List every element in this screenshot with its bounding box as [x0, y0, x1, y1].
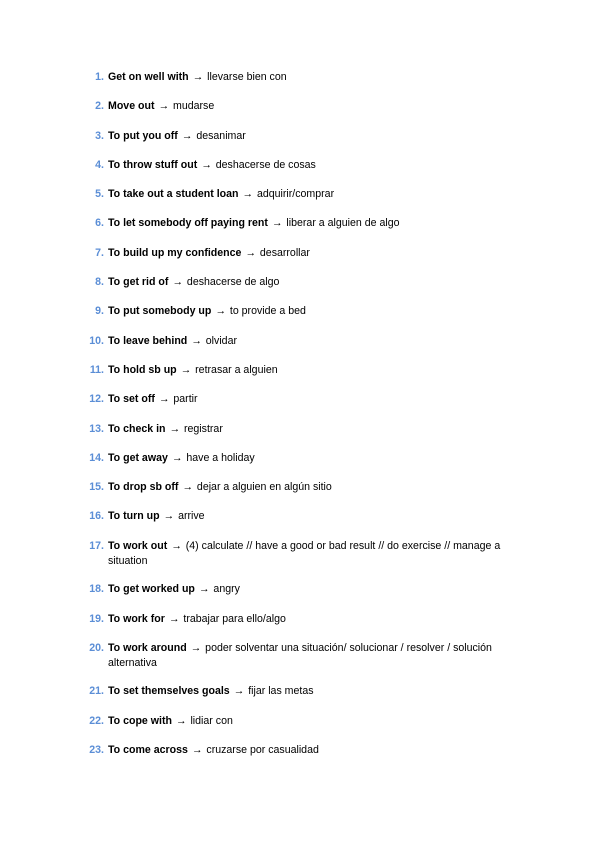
list-item-number: 13. — [89, 422, 104, 435]
list-item — [0, 392, 600, 421]
list-item-text — [108, 216, 528, 231]
phrasal-verb-term: Move out — [108, 100, 155, 113]
definition-text: deshacerse de algo — [186, 276, 280, 289]
list-item-number: 16. — [89, 510, 104, 523]
arrow-icon: → — [171, 539, 182, 552]
arrow-icon: → — [191, 334, 202, 347]
definition-text: deshacerse de cosas — [215, 158, 316, 171]
list-item-text — [108, 539, 528, 569]
list-item — [0, 641, 600, 685]
phrasal-verb-list — [0, 70, 600, 772]
arrow-icon: → — [190, 641, 202, 654]
list-item — [0, 275, 600, 304]
phrasal-verb-term: To work for — [108, 612, 165, 625]
arrow-icon: → — [158, 100, 170, 113]
list-item-text — [108, 714, 528, 729]
arrow-icon: → — [191, 743, 203, 756]
arrow-icon: → — [242, 188, 254, 201]
list-item-number: 18. — [89, 583, 104, 596]
phrasal-verb-term: To set themselves goals — [108, 685, 230, 698]
arrow-icon: → — [168, 612, 180, 625]
phrasal-verb-term: To throw stuff out — [108, 158, 198, 171]
phrasal-verb-term: To cope with — [108, 714, 172, 727]
list-item-number: 1. — [95, 71, 104, 83]
arrow-icon: → — [245, 246, 256, 259]
phrasal-verb-term: Get on well with — [108, 71, 189, 83]
list-item — [0, 216, 600, 245]
list-item-number: 3. — [95, 129, 104, 142]
arrow-icon: → — [181, 129, 193, 142]
list-item-text — [108, 743, 528, 758]
phrasal-verb-term: To set off — [108, 393, 155, 406]
arrow-icon: → — [233, 685, 245, 698]
list-item-number: 14. — [89, 451, 104, 464]
list-item — [0, 304, 600, 333]
list-item-text — [108, 334, 528, 349]
phrasal-verb-term: To come across — [108, 743, 188, 756]
list-item-number: 11. — [89, 363, 104, 376]
phrasal-verb-term: To work out — [108, 539, 168, 552]
list-item — [0, 743, 600, 772]
list-item-number: 17. — [89, 539, 104, 552]
list-item — [0, 70, 600, 99]
list-item — [0, 99, 600, 128]
list-item — [0, 582, 600, 611]
list-item-number: 12. — [89, 393, 104, 406]
list-item-number: 9. — [95, 305, 104, 318]
list-item-text — [108, 129, 528, 144]
list-item-text — [108, 99, 528, 114]
list-item — [0, 684, 600, 713]
definition-text: to provide a bed — [229, 305, 306, 318]
definition-text: adquirir/comprar — [256, 188, 335, 201]
list-item — [0, 480, 600, 509]
list-item-text — [108, 422, 528, 437]
phrasal-verb-term: To get away — [108, 451, 168, 464]
list-item-text — [108, 275, 528, 290]
list-item-number: 20. — [89, 641, 104, 654]
phrasal-verb-term: To get rid of — [108, 276, 169, 289]
definition-text: have a holiday — [186, 451, 255, 464]
phrasal-verb-term: To put you off — [108, 129, 178, 142]
definition-text: mudarse — [173, 100, 215, 113]
list-item-text — [108, 187, 528, 202]
phrasal-verb-term: To let somebody off paying rent — [108, 217, 268, 230]
definition-text: partir — [173, 393, 198, 406]
phrasal-verb-term: To check in — [108, 422, 166, 435]
list-item-text — [108, 641, 528, 671]
phrasal-verb-term: To take out a student loan — [108, 188, 239, 201]
list-item-text — [108, 451, 528, 466]
arrow-icon: → — [215, 305, 226, 318]
list-item — [0, 422, 600, 451]
definition-text: fijar las metas — [248, 685, 314, 698]
phrasal-verb-term: To hold sb up — [108, 363, 177, 376]
definition-text: poder solventar una situación/ solucionar / resolver / solución alternativa — [108, 641, 492, 669]
arrow-icon: → — [192, 71, 204, 83]
list-item-text — [108, 246, 528, 261]
list-item-text — [108, 480, 528, 495]
definition-text: cruzarse por casualidad — [206, 743, 319, 756]
definition-text: registrar — [184, 422, 223, 435]
arrow-icon: → — [180, 363, 192, 376]
arrow-icon: → — [158, 393, 170, 406]
phrasal-verb-term: To work around — [108, 641, 187, 654]
phrasal-verb-term: To turn up — [108, 510, 160, 523]
arrow-icon: → — [169, 422, 181, 435]
list-item-number: 21. — [89, 685, 104, 698]
definition-text: desarrollar — [259, 246, 310, 259]
definition-text: lidiar con — [190, 714, 233, 727]
list-item-number: 5. — [95, 188, 104, 201]
list-item-text — [108, 304, 528, 319]
definition-text: liberar a alguien de algo — [286, 217, 400, 230]
arrow-icon: → — [163, 510, 175, 523]
list-item — [0, 158, 600, 187]
list-item-text — [108, 363, 528, 378]
arrow-icon: → — [198, 583, 210, 596]
list-item-text — [108, 158, 528, 173]
list-item-text — [108, 612, 528, 627]
list-item — [0, 451, 600, 480]
list-item-number: 6. — [95, 217, 104, 230]
arrow-icon: → — [271, 217, 283, 230]
definition-text: dejar a alguien en algún sitio — [196, 481, 332, 494]
list-item-text — [108, 392, 528, 407]
list-item-number: 22. — [89, 714, 104, 727]
list-item-number: 10. — [89, 334, 104, 347]
list-item — [0, 187, 600, 216]
list-item — [0, 363, 600, 392]
list-item — [0, 509, 600, 538]
arrow-icon: → — [182, 481, 193, 494]
list-item-number: 8. — [95, 276, 104, 289]
arrow-icon: → — [201, 158, 212, 171]
list-item-number: 7. — [95, 246, 104, 259]
list-item-number: 19. — [89, 612, 104, 625]
list-item-number: 2. — [95, 100, 104, 113]
list-item-number: 23. — [89, 743, 104, 756]
definition-text: trabajar para ello/algo — [183, 612, 286, 625]
definition-text: olvidar — [205, 334, 237, 347]
list-item — [0, 334, 600, 363]
definition-text: llevarse bien con — [207, 71, 287, 83]
list-item — [0, 246, 600, 275]
list-item — [0, 612, 600, 641]
arrow-icon: → — [172, 276, 183, 289]
definition-text: retrasar a alguien — [195, 363, 278, 376]
phrasal-verb-term: To drop sb off — [108, 481, 179, 494]
phrasal-verb-term: To get worked up — [108, 583, 195, 596]
definition-text: desanimar — [196, 129, 246, 142]
phrasal-verb-term: To leave behind — [108, 334, 188, 347]
definition-text: (4) calculate // have a good or bad result // do exercise // manage a situation — [108, 539, 501, 567]
phrasal-verb-term: To build up my confidence — [108, 246, 242, 259]
list-item-text — [108, 70, 528, 85]
list-item — [0, 539, 600, 583]
list-item — [0, 129, 600, 158]
list-item-text — [108, 684, 528, 699]
arrow-icon: → — [171, 451, 183, 464]
list-item-text — [108, 509, 528, 524]
definition-text: angry — [213, 583, 240, 596]
list-item-number: 4. — [95, 158, 104, 171]
definition-text: arrive — [178, 510, 205, 523]
phrasal-verb-term: To put somebody up — [108, 305, 212, 318]
list-item — [0, 714, 600, 743]
list-item-text — [108, 582, 528, 597]
arrow-icon: → — [175, 714, 187, 727]
list-item-number: 15. — [89, 481, 104, 494]
